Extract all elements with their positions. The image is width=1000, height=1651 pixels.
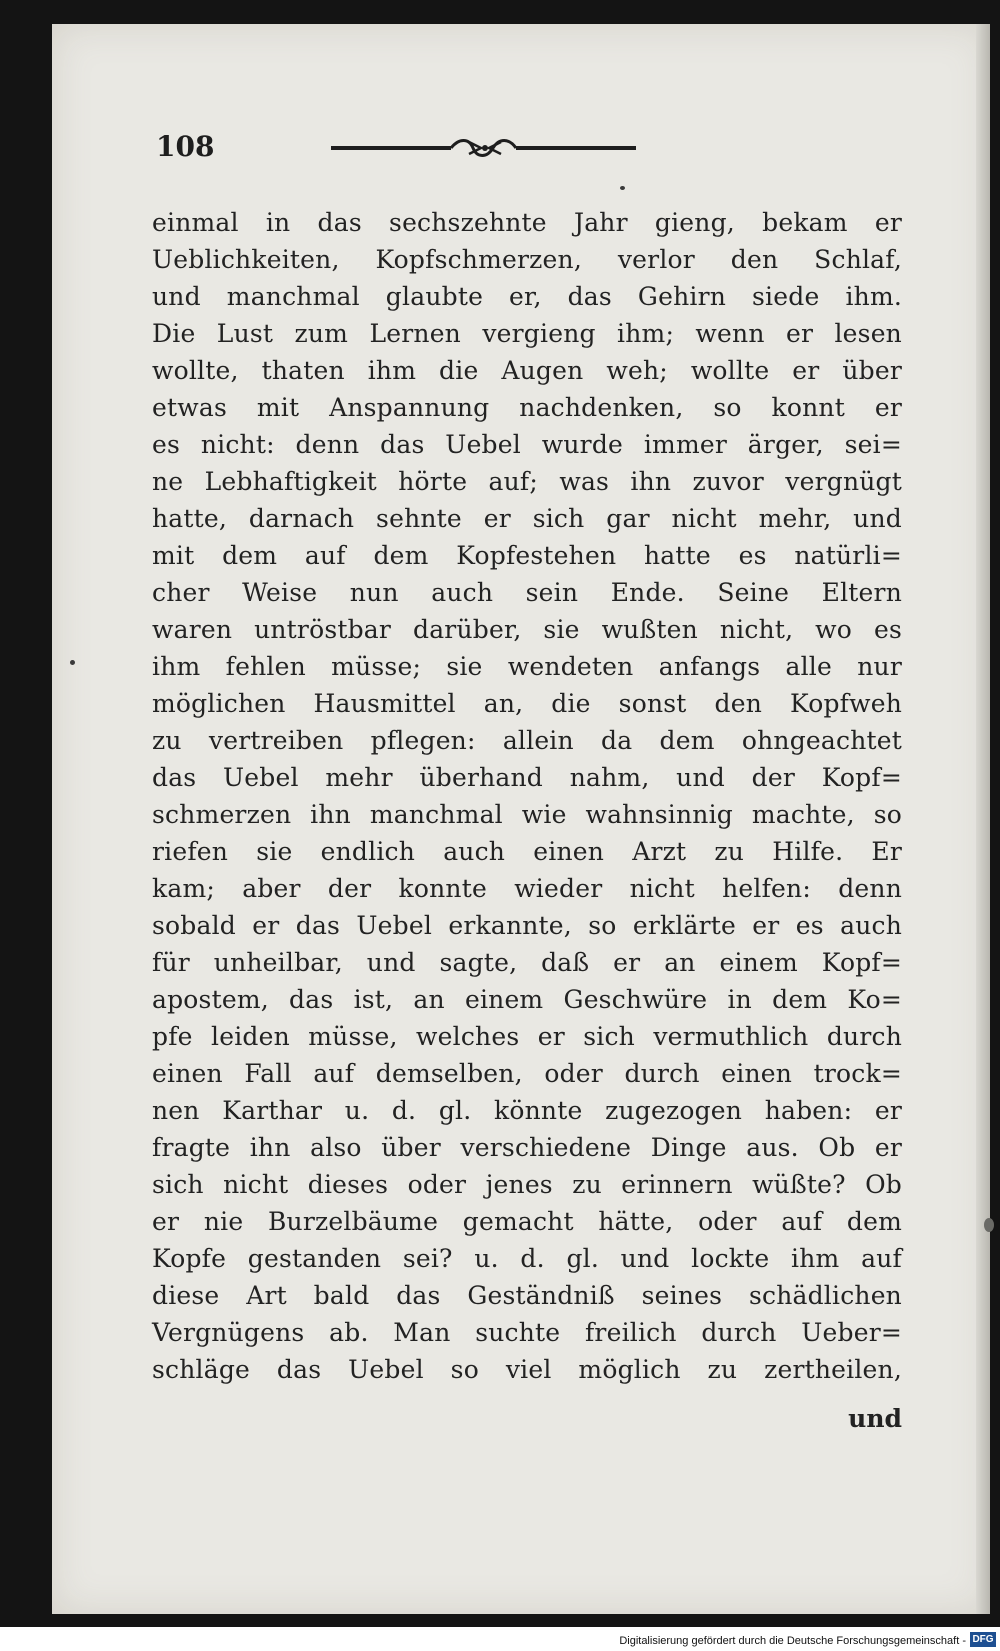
- text-line: schläge das Uebel so viel möglich zu zertheilen,: [152, 1355, 902, 1384]
- text-line: pfe leiden müsse, welches er sich vermuthlich durch: [152, 1022, 902, 1051]
- text-line: mit dem auf dem Kopfestehen hatte es natürli=: [152, 541, 902, 570]
- text-line: Ueblichkeiten, Kopfschmerzen, verlor den Schlaf,: [152, 245, 902, 274]
- text-line: riefen sie endlich auch einen Arzt zu Hilfe. Er: [152, 837, 902, 866]
- text-line: wollte, thaten ihm die Augen weh; wollte er über: [152, 356, 902, 385]
- text-line: ne Lebhaftigkeit hörte auf; was ihn zuvor vergnügt: [152, 467, 902, 496]
- text-line: er nie Burzelbäume gemacht hätte, oder auf dem: [152, 1207, 902, 1236]
- page-edge: [976, 24, 990, 1614]
- text-line: für unheilbar, und sagte, daß er an einem Kopf=: [152, 948, 902, 977]
- text-line: schmerzen ihn manchmal wie wahnsinnig machte, so: [152, 800, 902, 829]
- text-line: zu vertreiben pflegen: allein da dem ohngeachtet: [152, 726, 902, 755]
- body-text: [152, 204, 902, 1388]
- catchword: und: [848, 1404, 902, 1433]
- dfg-logo: DFG: [970, 1632, 996, 1647]
- text-line: möglichen Hausmittel an, die sonst den Kopfweh: [152, 689, 902, 718]
- text-line: sobald er das Uebel erkannte, so erklärte er es auch: [152, 911, 902, 940]
- footer-credit: Digitalisierung gefördert durch die Deutsche Forschungsgemeinschaft -: [619, 1635, 966, 1647]
- text-line: ihm fehlen müsse; sie wendeten anfangs alle nur: [152, 652, 902, 681]
- text-line: sich nicht dieses oder jenes zu erinnern wüßte? Ob: [152, 1170, 902, 1199]
- catchword-row: [152, 1404, 902, 1441]
- text-line: einen Fall auf demselben, oder durch einen trock=: [152, 1059, 902, 1088]
- text-line: und manchmal glaubte er, das Gehirn siede ihm.: [152, 282, 902, 311]
- text-line: Vergnügens ab. Man suchte freilich durch Ueber=: [152, 1318, 902, 1347]
- ornamental-rule-icon: [331, 136, 636, 160]
- text-line: Die Lust zum Lernen vergieng ihm; wenn er lesen: [152, 319, 902, 348]
- text-line: einmal in das sechszehnte Jahr gieng, bekam er: [152, 208, 902, 237]
- text-line: etwas mit Anspannung nachdenken, so konnt er: [152, 393, 902, 422]
- text-line: diese Art bald das Geständniß seines schädlichen: [152, 1281, 902, 1310]
- page-number: 108: [156, 130, 215, 163]
- text-line: fragte ihn also über verschiedene Dinge aus. Ob er: [152, 1133, 902, 1162]
- text-line: hatte, darnach sehnte er sich gar nicht mehr, und: [152, 504, 902, 533]
- text-line: kam; aber der konnte wieder nicht helfen: denn: [152, 874, 902, 903]
- text-line: cher Weise nun auch sein Ende. Seine Eltern: [152, 578, 902, 607]
- text-line: nen Karthar u. d. gl. könnte zugezogen haben: er: [152, 1096, 902, 1125]
- text-line: waren untröstbar darüber, sie wußten nicht, wo es: [152, 615, 902, 644]
- text-line: Kopfe gestanden sei? u. d. gl. und lockte ihm auf: [152, 1244, 902, 1273]
- text-line: es nicht: denn das Uebel wurde immer ärger, sei=: [152, 430, 902, 459]
- page-header: [156, 128, 716, 172]
- ink-speck: [70, 660, 75, 665]
- text-line: das Uebel mehr überhand nahm, und der Kopf=: [152, 763, 902, 792]
- ink-speck: [984, 1218, 994, 1232]
- ink-speck: [620, 186, 625, 190]
- text-line: apostem, das ist, an einem Geschwüre in dem Ko=: [152, 985, 902, 1014]
- footer-bar: [0, 1627, 1000, 1651]
